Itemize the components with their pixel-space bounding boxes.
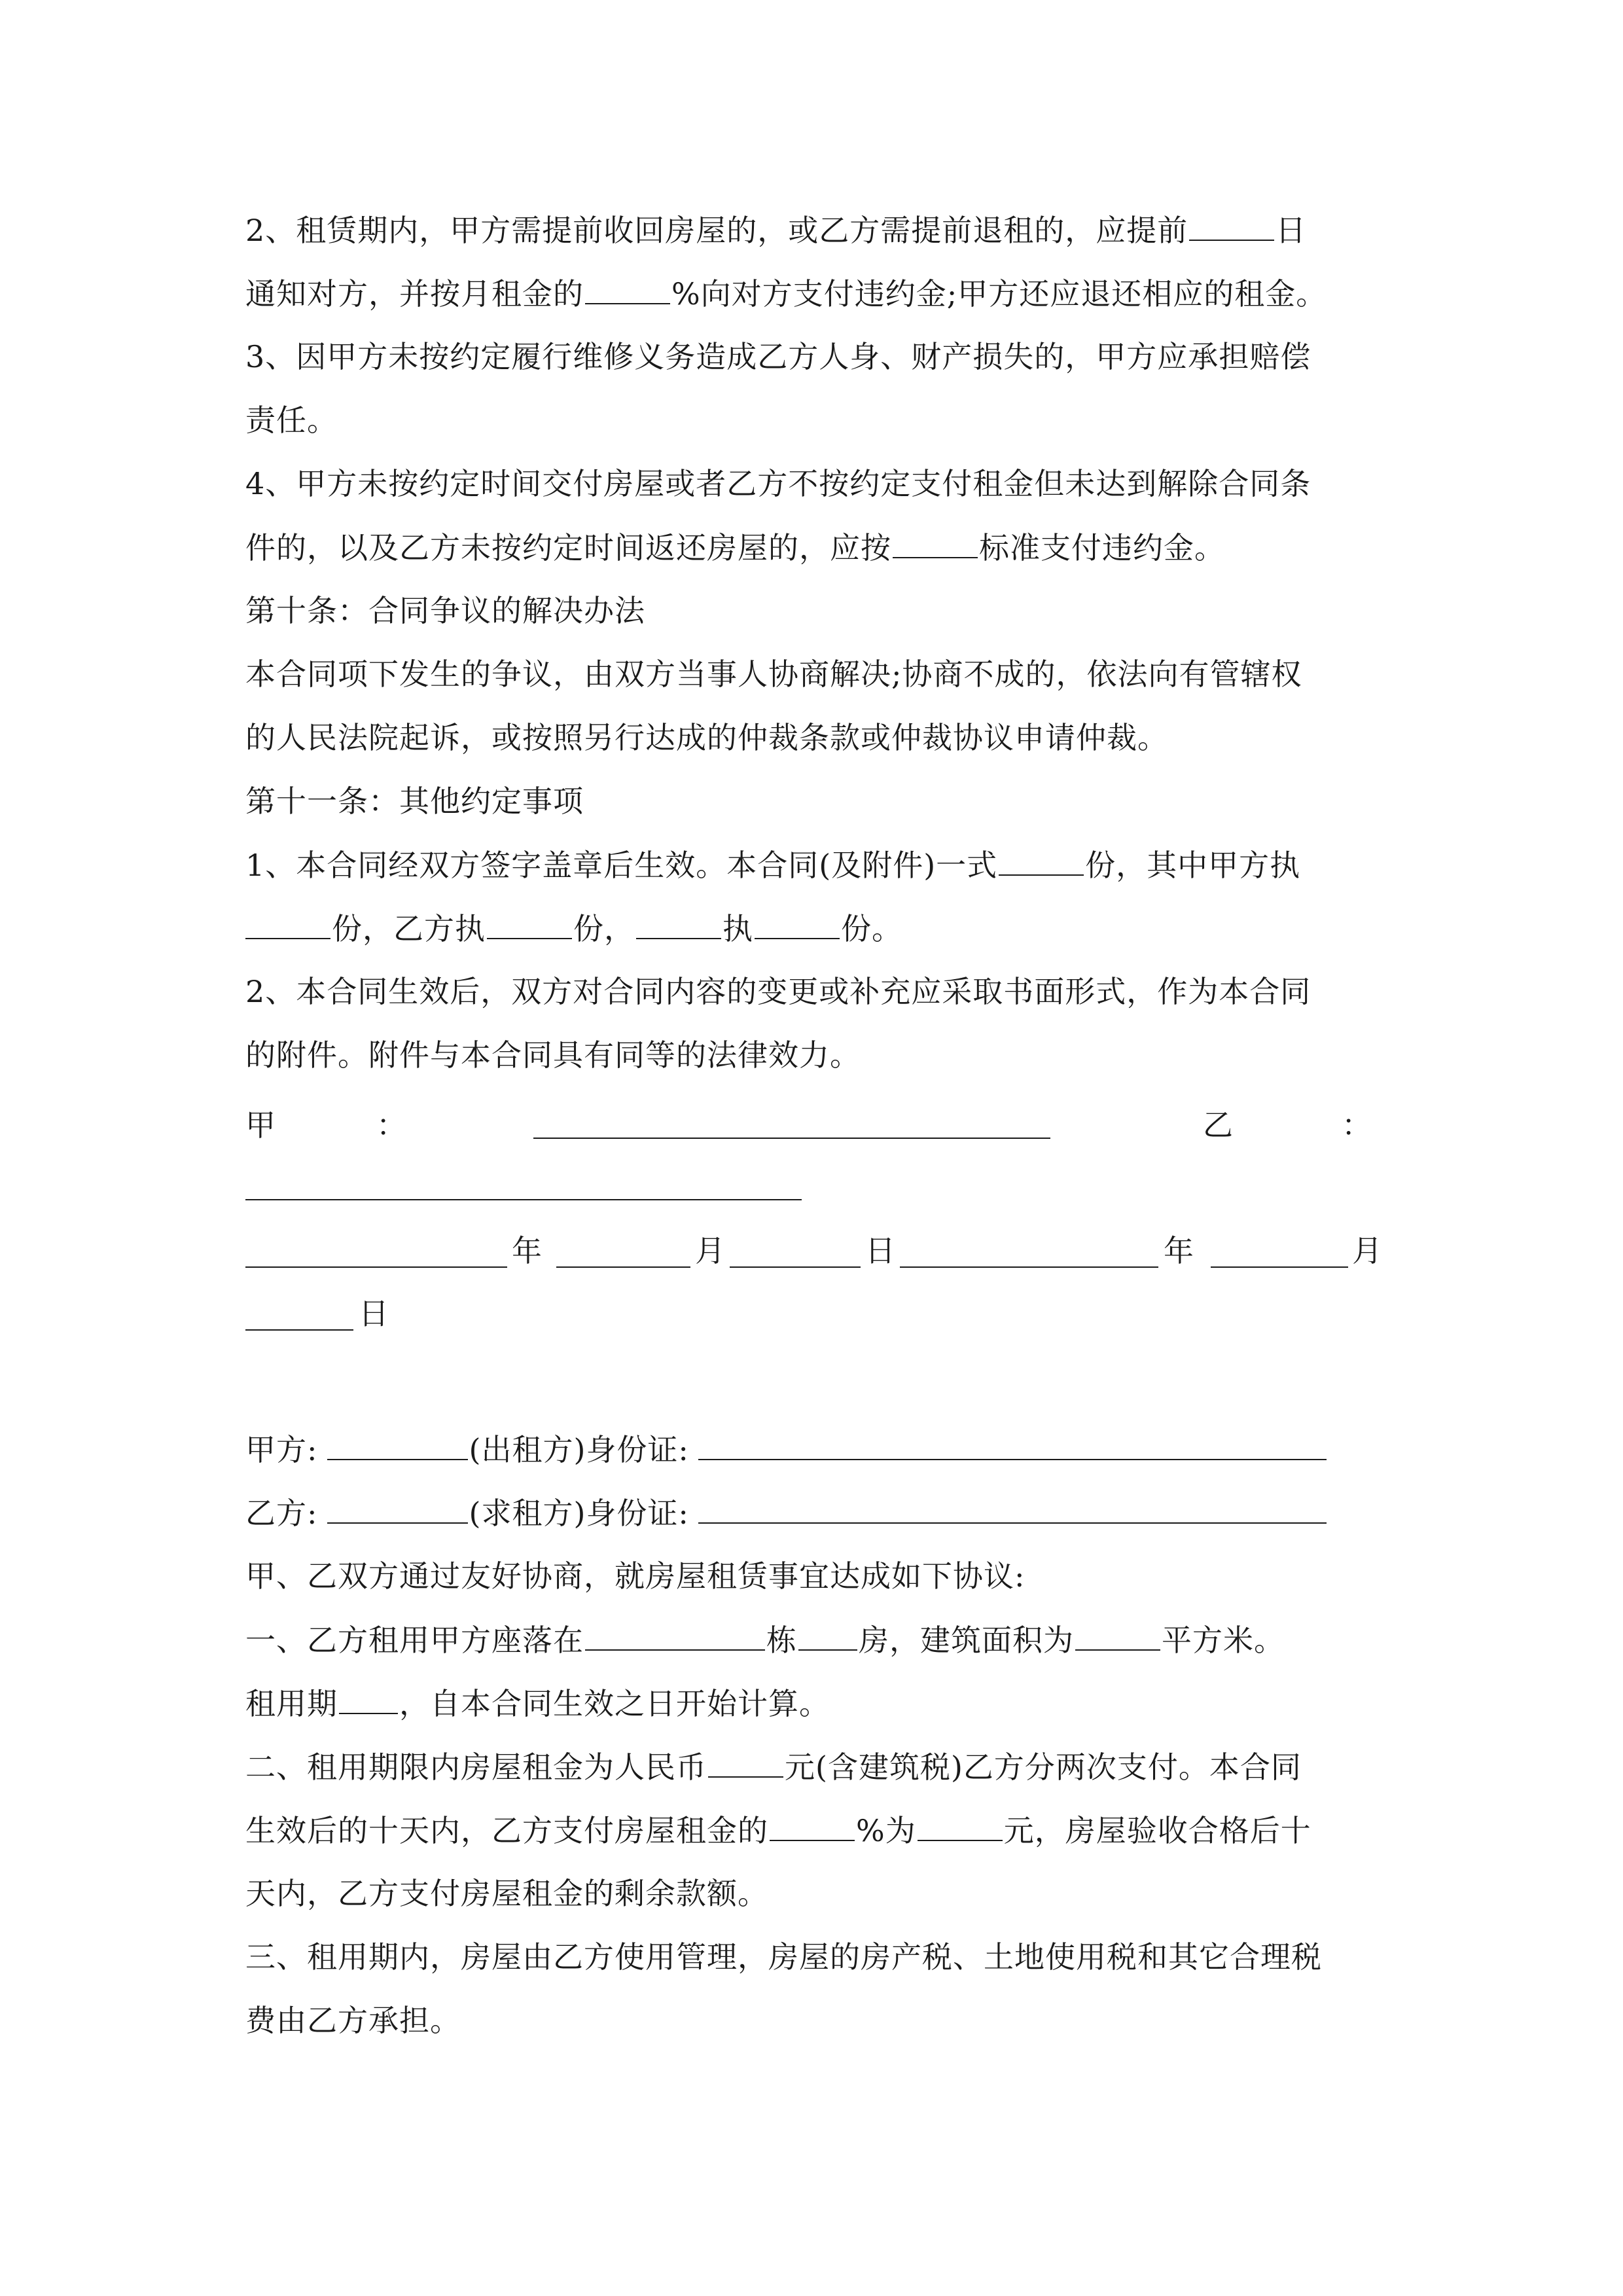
clause9-item4-line2 [245,528,1397,567]
blank-field[interactable] [245,909,330,939]
first-payment-field[interactable] [918,1811,1003,1841]
party-b-name-field[interactable] [327,1494,468,1524]
party-b-id-field[interactable] [698,1494,1327,1524]
contract2-s2-line1 [245,1748,1397,1786]
text: 2、本合同生效后，双方对合同内容的变更或补充应采取书面形式，作为本合同 [245,974,1311,1009]
clause10-body-line2 [245,719,1397,757]
text: 件的，以及乙方未按约定时间返还房屋的，应按 [245,530,891,565]
clause9-item2-line1 [245,211,1397,249]
party-a-colon: ： [376,1107,406,1143]
text: 份， [573,911,635,946]
contract2-s3-line2 [245,2001,1397,2039]
blank-field[interactable] [636,909,721,939]
text: 标准支付违约金。 [979,530,1225,565]
month-label-b: 月 [1352,1233,1382,1268]
clause11-item2-line2 [245,1036,1397,1074]
party-b-day-blank[interactable] [245,1329,353,1331]
clause9-item3-line2 [245,401,1397,439]
blank-field[interactable] [487,909,572,939]
contract2-s3-line1 [245,1938,1397,1976]
contract2-party-b-row [245,1494,1397,1532]
text: 栋 [766,1623,797,1658]
text: 1、本合同经双方签字盖章后生效。本合同(及附件)一式 [245,848,998,883]
text: 2、租赁期内，甲方需提前收回房屋的，或乙方需提前退租的，应提前 [245,213,1188,248]
clause9-item2-line2 [245,274,1397,313]
blank-field[interactable] [755,909,840,939]
clause11-title [245,782,1397,820]
text: 平方米。 [1162,1623,1285,1658]
text: 元，房屋验收合格后十 [1003,1813,1311,1848]
text: 生效后的十天内，乙方支付房屋租金的 [245,1813,768,1848]
year-label-a: 年 [512,1233,542,1268]
party-b-signature-line[interactable] [245,1199,802,1200]
contract2-s1-line1 [245,1621,1397,1659]
text: 份，其中甲方执 [1085,848,1301,883]
text: (出租方)身份证: [469,1432,689,1467]
text: 甲、乙双方通过友好协商，就房屋租赁事宜达成如下协议: [245,1558,1026,1594]
building-field[interactable] [798,1621,857,1651]
contract2-s2-line2 [245,1811,1397,1850]
party-a-day-blank[interactable] [730,1266,861,1268]
term-field[interactable] [339,1684,398,1714]
text: 乙方: [245,1496,318,1531]
text: 二、租用期限内房屋租金为人民币 [245,1749,707,1785]
text: 三、租用期内，房屋由乙方使用管理，房屋的房产税、土地使用税和其它合理税 [245,1939,1322,1975]
party-a-signature-line[interactable] [533,1138,1050,1139]
clause10-body-line1 [245,655,1397,693]
text: 份，乙方执 [332,911,486,946]
month-label-a: 月 [695,1233,725,1268]
text: %为 [856,1813,916,1848]
party-b-month-blank[interactable] [1211,1266,1348,1268]
clause9-item3-line1 [245,338,1397,376]
text: 费由乙方承担。 [245,2003,461,2038]
contract2-s1-line2 [245,1684,1397,1723]
blank-field[interactable] [1189,211,1274,241]
text: 甲方: [245,1432,318,1467]
text: 的附件。附件与本合同具有同等的法律效力。 [245,1037,861,1073]
text: 天内，乙方支付房屋租金的剩余款额。 [245,1876,768,1911]
party-a-name-field[interactable] [327,1430,468,1460]
clause11-item2-line1 [245,973,1397,1011]
percent-field[interactable] [770,1811,855,1841]
party-b-colon: ： [1342,1107,1372,1143]
party-b-year-blank[interactable] [900,1266,1158,1268]
area-field[interactable] [1075,1621,1160,1651]
day-label-b: 日 [359,1296,389,1331]
clause10-title [245,592,1397,630]
text: 日 [1275,213,1307,248]
party-a-year-blank[interactable] [245,1266,507,1268]
text: (求租方)身份证: [469,1496,689,1531]
text: ，自本合同生效之日开始计算。 [399,1686,830,1721]
location-field[interactable] [585,1621,765,1651]
party-a-month-blank[interactable] [556,1266,690,1268]
text: 元(含建筑税)乙方分两次支付。本合同 [785,1749,1302,1785]
text: 的人民法院起诉，或按照另行达成的仲裁条款或仲裁协议申请仲裁。 [245,720,1168,755]
text: 第十条：合同争议的解决办法 [245,593,645,628]
party-a-label: 甲 [245,1107,276,1143]
text: 份。 [841,911,902,946]
contract2-intro [245,1557,1397,1595]
blank-field[interactable] [585,274,670,304]
text: 3、因甲方未按约定履行维修义务造成乙方人身、财产损失的，甲方应承担赔偿 [245,339,1311,374]
clause11-item1-line1 [245,846,1397,884]
clause11-item1-line2 [245,909,1397,948]
text: 租用期 [245,1686,338,1721]
blank-field[interactable] [893,528,978,558]
party-b-label: 乙 [1203,1107,1233,1143]
text: 4、甲方未按约定时间交付房屋或者乙方不按约定支付租金但未达到解除合同条 [245,466,1311,501]
day-label-a: 日 [865,1233,895,1268]
year-label-b: 年 [1164,1233,1194,1268]
text: 第十一条：其他约定事项 [245,783,584,819]
contract2-party-a-row [245,1430,1397,1469]
text: 执 [722,911,753,946]
party-a-id-field[interactable] [698,1430,1327,1460]
text: 通知对方，并按月租金的 [245,276,584,312]
contract2-s2-line3 [245,1874,1397,1912]
text: 责任。 [245,403,338,438]
clause9-item4-line1 [245,465,1397,503]
text: %向对方支付违约金;甲方还应退还相应的租金。 [671,276,1327,312]
rent-amount-field[interactable] [708,1748,783,1778]
text: 一、乙方租用甲方座落在 [245,1623,584,1658]
blank-field[interactable] [999,846,1084,876]
text: 本合同项下发生的争议，由双方当事人协商解决;协商不成的，依法向有管辖权 [245,656,1302,692]
text: 房，建筑面积为 [859,1623,1074,1658]
